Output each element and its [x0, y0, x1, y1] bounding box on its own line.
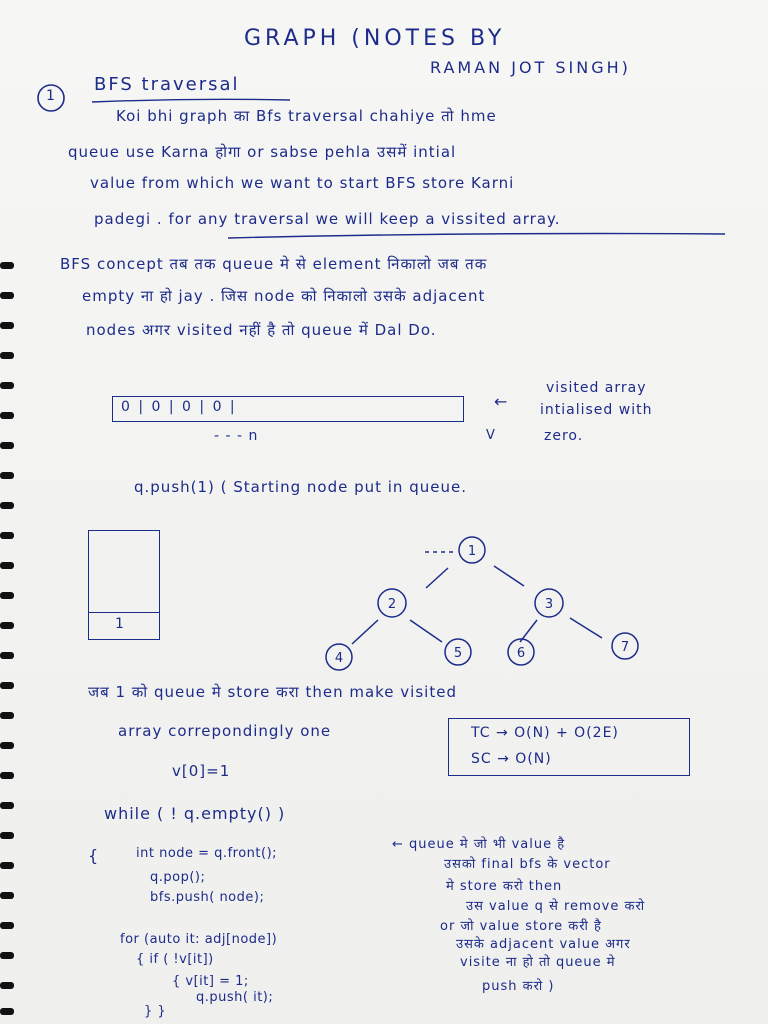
tree-label-4: 4 [334, 651, 344, 666]
concept-line-3: nodes अगर visited नहीं है तो queue में Dal Do. [86, 321, 437, 339]
tree-label-7: 7 [620, 640, 630, 655]
queue-value: 1 [115, 616, 124, 632]
arrow-left-icon: ← [494, 392, 509, 411]
intro-line-3: value from which we want to start BFS store Karni [90, 174, 515, 192]
tree-label-2: 2 [387, 597, 397, 612]
code-line-1: while ( ! q.empty() ) [104, 804, 286, 823]
visited-array-cells: 0 | 0 | 0 | 0 | [121, 399, 237, 415]
tree-label-3: 3 [544, 597, 554, 612]
code-line-5: bfs.push( node); [150, 890, 265, 905]
tree-label-1: 1 [467, 544, 477, 559]
visited-note-line-1: visited array [546, 380, 647, 396]
concept-line-2: empty ना हो jay . जिस node को निकालो उसके adjacent [82, 287, 486, 305]
code-line-10: } } [144, 1004, 167, 1019]
code-line-6: for (auto it: adj[node]) [120, 932, 278, 947]
code-note-line-5: or जो value store करी है [440, 919, 602, 934]
code-note-line-6: उसके adjacent value अगर [456, 937, 631, 952]
code-note-line-3: मे store करो then [446, 879, 563, 894]
complexity-box [448, 718, 690, 776]
section-number: 1 [46, 88, 56, 104]
author-line: RAMAN JOT SINGH) [430, 58, 631, 77]
code-line-2: { [88, 846, 99, 865]
tree-label-5: 5 [453, 646, 463, 661]
visited-note-line-3: zero. [544, 428, 584, 444]
code-line-8: { v[it] = 1; [172, 974, 249, 989]
intro-line-2: queue use Karna होगा or sabse pehla उसमें intial [68, 143, 457, 161]
code-line-7: { if ( !v[it]) [136, 952, 214, 967]
code-line-4: q.pop(); [150, 870, 206, 885]
section-heading: BFS traversal [94, 74, 240, 95]
code-note-line-4: उस value q से remove करो [466, 899, 646, 914]
store-line-1: जब 1 को queue मे store करा then make visited [88, 683, 457, 701]
time-complexity: TC → O(N) + O(2E) [471, 725, 619, 741]
store-line-3: v[0]=1 [172, 762, 231, 780]
visited-array-end-label: - - - n [214, 428, 259, 444]
code-note-line-1: ← queue मे जो भी value है [392, 837, 566, 852]
store-line-2: array correpondingly one [118, 722, 332, 740]
code-note-line-8: push करो ) [482, 979, 555, 994]
tree-label-6: 6 [516, 646, 526, 661]
code-note-line-2: उसको final bfs के vector [444, 857, 611, 872]
page-title: GRAPH (NOTES BY [244, 26, 506, 51]
v-label: V [486, 428, 496, 443]
concept-line-1: BFS concept तब तक queue मे से element निकालो जब तक [60, 255, 488, 273]
space-complexity: SC → O(N) [471, 751, 552, 767]
intro-line-4: padegi . for any traversal we will keep a vissited array. [94, 210, 561, 228]
code-note-line-7: visite ना हो तो queue मे [460, 955, 616, 970]
visited-note-line-2: intialised with [540, 402, 653, 418]
intro-line-1: Koi bhi graph का Bfs traversal chahiye तो hme [116, 107, 497, 125]
code-line-3: int node = q.front(); [136, 846, 278, 861]
push-line: q.push(1) ( Starting node put in queue. [134, 478, 467, 496]
code-line-9: q.push( it); [196, 990, 274, 1005]
